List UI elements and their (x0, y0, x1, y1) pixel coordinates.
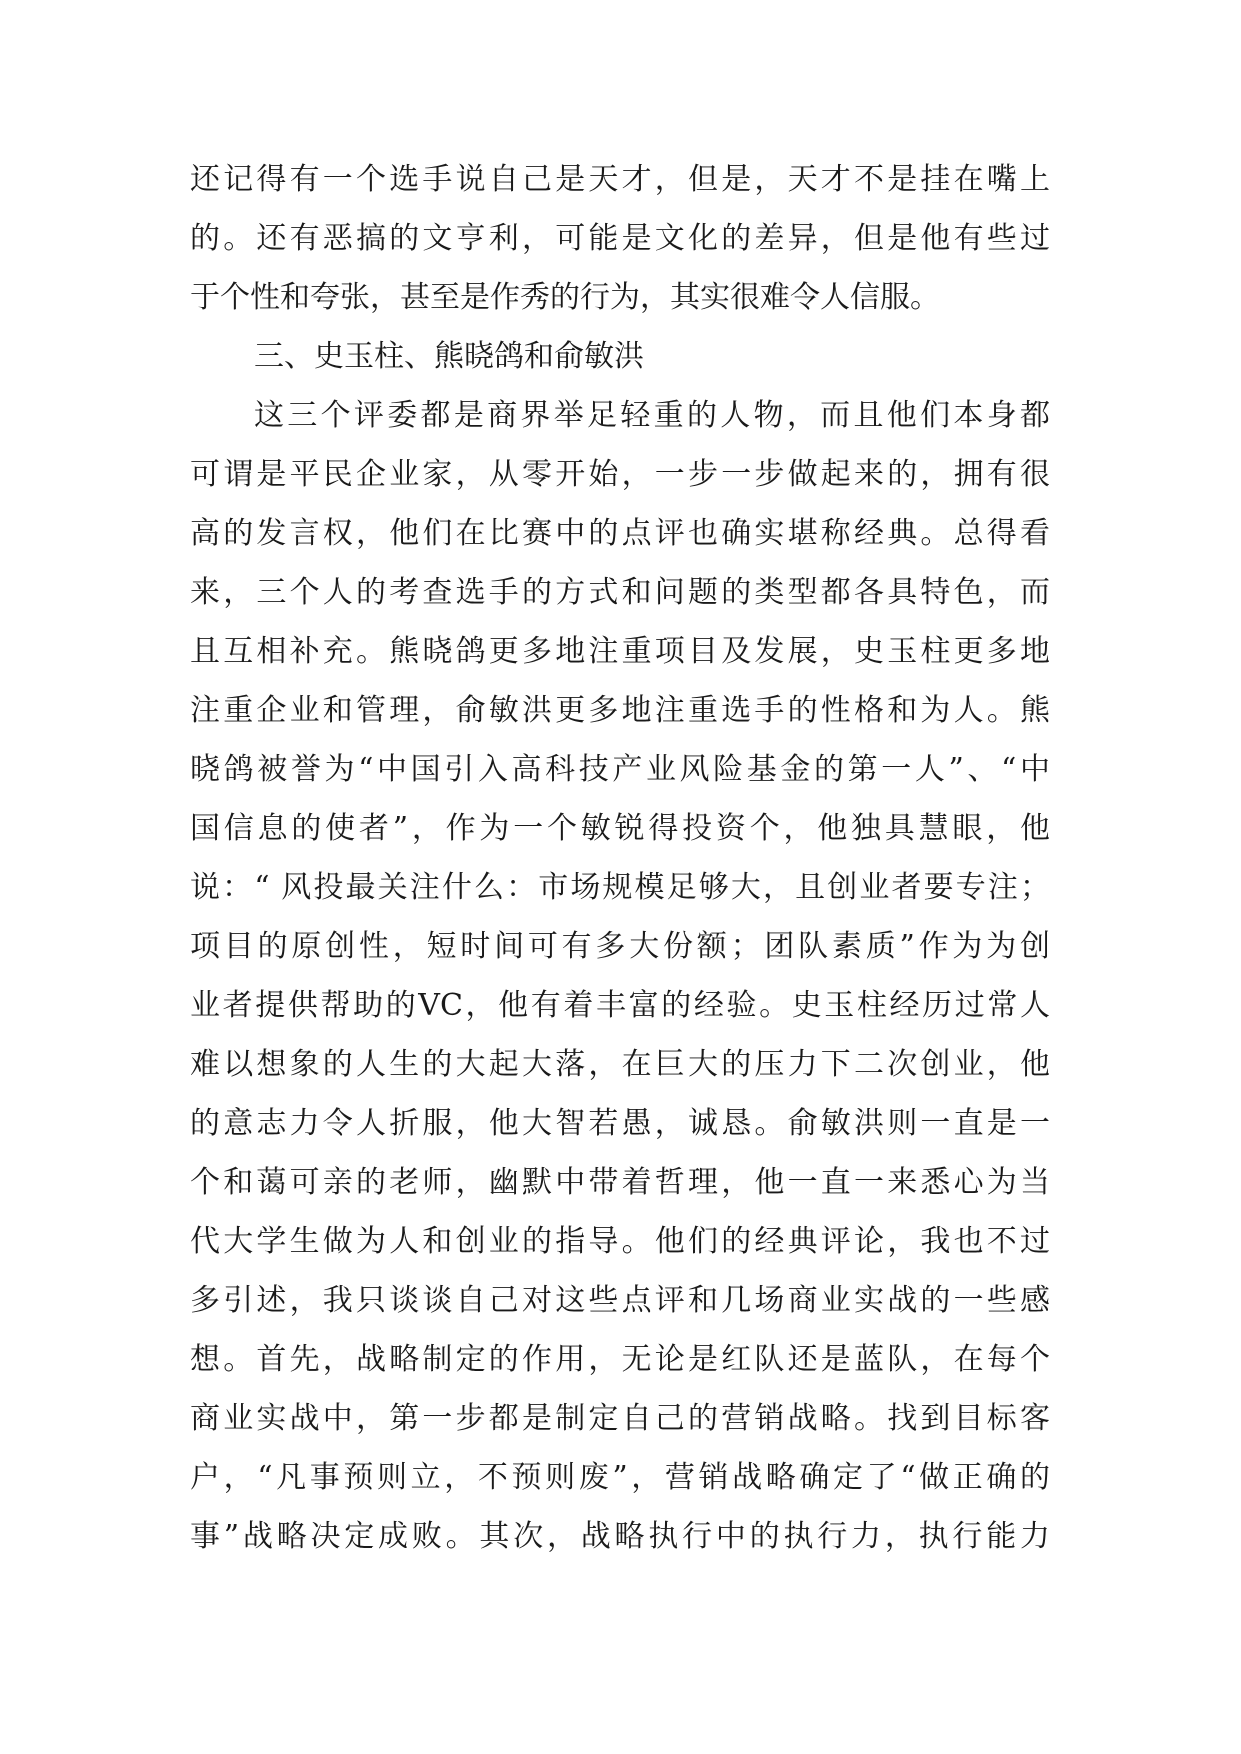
text-line-18: 个和蔼可亲的老师，幽默中带着哲理，他一直一来悉心为当 (190, 1165, 1050, 1200)
text-line-24: 事”战略决定成败。其次，战略执行中的执行力，执行能力 (190, 1519, 1050, 1554)
text-line-2: 的。还有恶搞的文亨利，可能是文化的差异，但是他有些过 (190, 221, 1050, 256)
body-text (190, 150, 1050, 1566)
text-line-5: 这三个评委都是商界举足轻重的人物，而且他们本身都 (254, 398, 1050, 433)
text-line-12: 国信息的使者”，作为一个敏锐得投资个，他独具慧眼，他 (190, 811, 1050, 846)
text-line-1: 还记得有一个选手说自己是天才，但是，天才不是挂在嘴上 (190, 162, 1050, 197)
text-line-8: 来，三个人的考查选手的方式和问题的类型都各具特色，而 (190, 575, 1050, 610)
text-line-20: 多引述，我只谈谈自己对这些点评和几场商业实战的一些感 (190, 1283, 1050, 1318)
text-line-13: 说：“ 风投最关注什么：市场规模足够大，且创业者要专注； (190, 870, 1050, 905)
text-line-14: 项目的原创性，短时间可有多大份额；团队素质”作为为创 (190, 929, 1050, 964)
text-line-21: 想。首先，战略制定的作用，无论是红队还是蓝队，在每个 (190, 1342, 1050, 1377)
text-line-23: 户，“凡事预则立，不预则废”，营销战略确定了“做正确的 (190, 1460, 1050, 1495)
text-line-15: 业者提供帮助的VC，他有着丰富的经验。史玉柱经历过常人 (190, 988, 1050, 1023)
text-line-19: 代大学生做为人和创业的指导。他们的经典评论，我也不过 (190, 1224, 1050, 1259)
section-heading: 三、史玉柱、熊晓鸽和俞敏洪 (254, 339, 644, 374)
text-line-22: 商业实战中，第一步都是制定自己的营销战略。找到目标客 (190, 1401, 1050, 1436)
text-line-9: 且互相补充。熊晓鸽更多地注重项目及发展，史玉柱更多地 (190, 634, 1050, 669)
text-line-17: 的意志力令人折服，他大智若愚，诚恳。俞敏洪则一直是一 (190, 1106, 1050, 1141)
text-line-3: 于个性和夸张，甚至是作秀的行为，其实很难令人信服。 (190, 280, 940, 315)
text-line-10: 注重企业和管理，俞敏洪更多地注重选手的性格和为人。熊 (190, 693, 1050, 728)
text-line-11: 晓鸽被誉为“中国引入高科技产业风险基金的第一人”、“中 (190, 752, 1050, 787)
text-line-16: 难以想象的人生的大起大落，在巨大的压力下二次创业，他 (190, 1047, 1050, 1082)
text-line-6: 可谓是平民企业家，从零开始，一步一步做起来的，拥有很 (190, 457, 1050, 492)
text-line-7: 高的发言权，他们在比赛中的点评也确实堪称经典。总得看 (190, 516, 1050, 551)
